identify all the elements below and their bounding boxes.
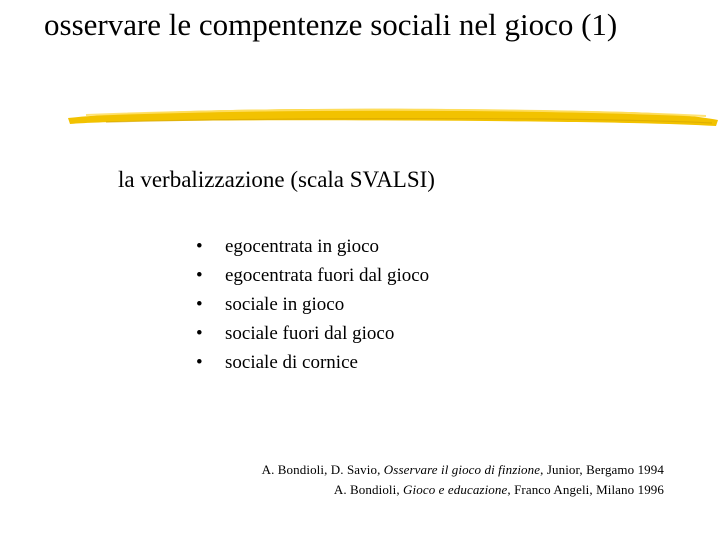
reference-title: Osservare il gioco di finzione (383, 462, 541, 477)
list-item (196, 290, 429, 319)
bullet-icon: • (196, 323, 203, 344)
slide-title: osservare le compentenze sociali nel gioco (1) (44, 7, 618, 42)
rule-stroke-main (68, 109, 718, 126)
list-item (196, 319, 429, 348)
list-item-text: sociale in gioco (225, 294, 345, 315)
bullet-list (196, 232, 429, 377)
list-item (196, 232, 429, 261)
reference-publisher: , Junior, Bergamo 1994 (540, 462, 664, 477)
bullet-icon: • (196, 236, 203, 257)
list-item (196, 261, 429, 290)
list-item (196, 348, 429, 377)
reference-item (262, 460, 664, 480)
reference-authors: A. Bondioli, D. Savio, (261, 462, 384, 477)
section-heading: la verbalizzazione (scala SVALSI) (118, 167, 435, 192)
reference-item (262, 480, 664, 500)
list-item-text: egocentrata fuori dal gioco (225, 265, 430, 286)
references (262, 460, 664, 500)
reference-title: Gioco e educazione (403, 482, 508, 497)
bullet-icon: • (196, 265, 203, 286)
list-item-text: sociale fuori dal gioco (225, 323, 395, 344)
bullet-icon: • (196, 352, 203, 373)
list-item-text: sociale di cornice (225, 352, 358, 373)
reference-authors: A. Bondioli, (333, 482, 404, 497)
reference-publisher: , Franco Angeli, Milano 1996 (507, 482, 664, 497)
list-item-text: egocentrata in gioco (225, 236, 380, 257)
decorative-highlighter-rule (66, 102, 720, 128)
bullet-icon: • (196, 294, 203, 315)
